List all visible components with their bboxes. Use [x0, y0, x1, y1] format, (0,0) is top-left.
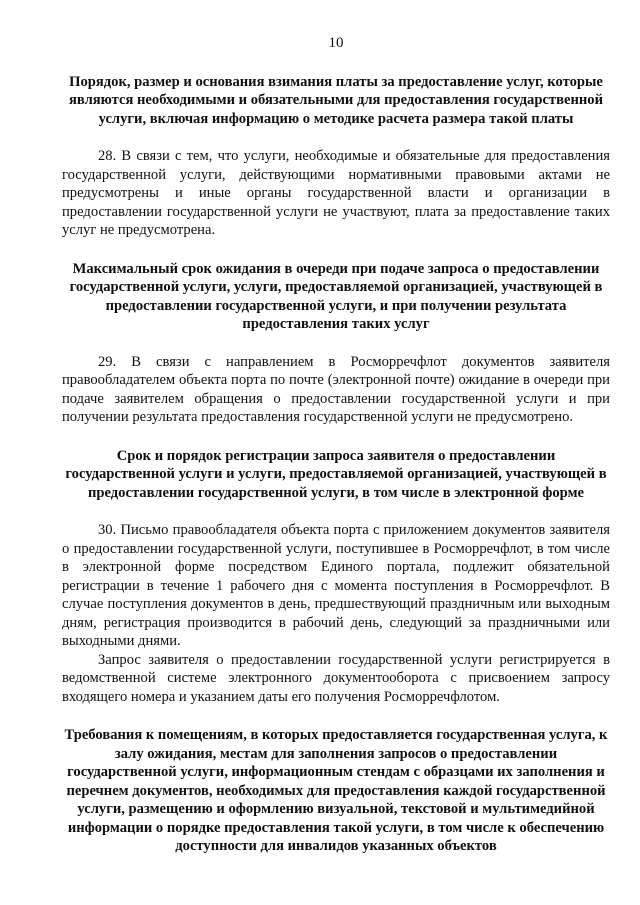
section-heading-payment: Порядок, размер и основания взимания платы за предоставление услуг, которые являются необходимыми и обязательными для предоставления государственной услуги, включая информацию о методике расчета размера такой платы [69, 73, 603, 127]
section-heading-premises: Требования к помещениям, в которых предоставляется государственная услуга, к залу ожидания, местам для заполнения запросов о предоставлении государственной услуги, информационным стендам с образцами их заполнения и перечнем документов, необходимых для предоставления каждой государственной услуги, размещению и оформлению визуальной, текстовой и мультимедийной информации о порядке предоставления такой услуги, в том числе к обеспечению доступности для инвалидов указанных объектов [64, 727, 608, 854]
paragraph-29: 29. В связи с направлением в Росморречфлот документов заявителя правообладателем объекта порта по почте (электронной почте) ожидание в очереди при подаче заявителем обращения о предоставлении государственной услуги и при получении результата предоставления государственной услуги не предусмотрено. [62, 353, 610, 425]
section-heading-queue-time: Максимальный срок ожидания в очереди при подаче запроса о предоставлении государственной услуги, услуги, предоставляемой организацией, участвующей в предоставлении государственной услуги, и при получении результата предоставления таких услуг [69, 260, 603, 332]
page-number: 10 [328, 35, 344, 51]
paragraph-30: 30. Письмо правообладателя объекта порта с приложением документов заявителя о предоставлении государственной услуги, поступившее в Росморречфлот, в том числе в электронной форме посредством Единого портала, подлежит обязательной регистрации в течение 1 рабочего дня с момента поступления в Росморречфлот. В случае поступления документов в день, предшествующий праздничным или выходным дням, регистрация производится в рабочий день, следующий за праздничными или выходными днями. [62, 522, 610, 649]
paragraph-30-continued: Запрос заявителя о предоставлении государственной услуги регистрируется в ведомственной системе электронного документооборота с присвоением запросу входящего номера и указанием даты его получения Росморречфлотом. [62, 651, 610, 705]
paragraph-28: 28. В связи с тем, что услуги, необходимые и обязательные для предоставления государственной услуги, действующими нормативными правовыми актами не предусмотрены и иные органы государственной власти и организации в предоставлении государственной услуги не участвуют, плата за предоставление таких услуг не предусмотрена. [62, 148, 610, 238]
section-heading-registration: Срок и порядок регистрации запроса заявителя о предоставлении государственной услуги и услуги, предоставляемой организацией, участвующей в предоставлении государственной услуги, в том числе в электронной форме [65, 447, 607, 501]
